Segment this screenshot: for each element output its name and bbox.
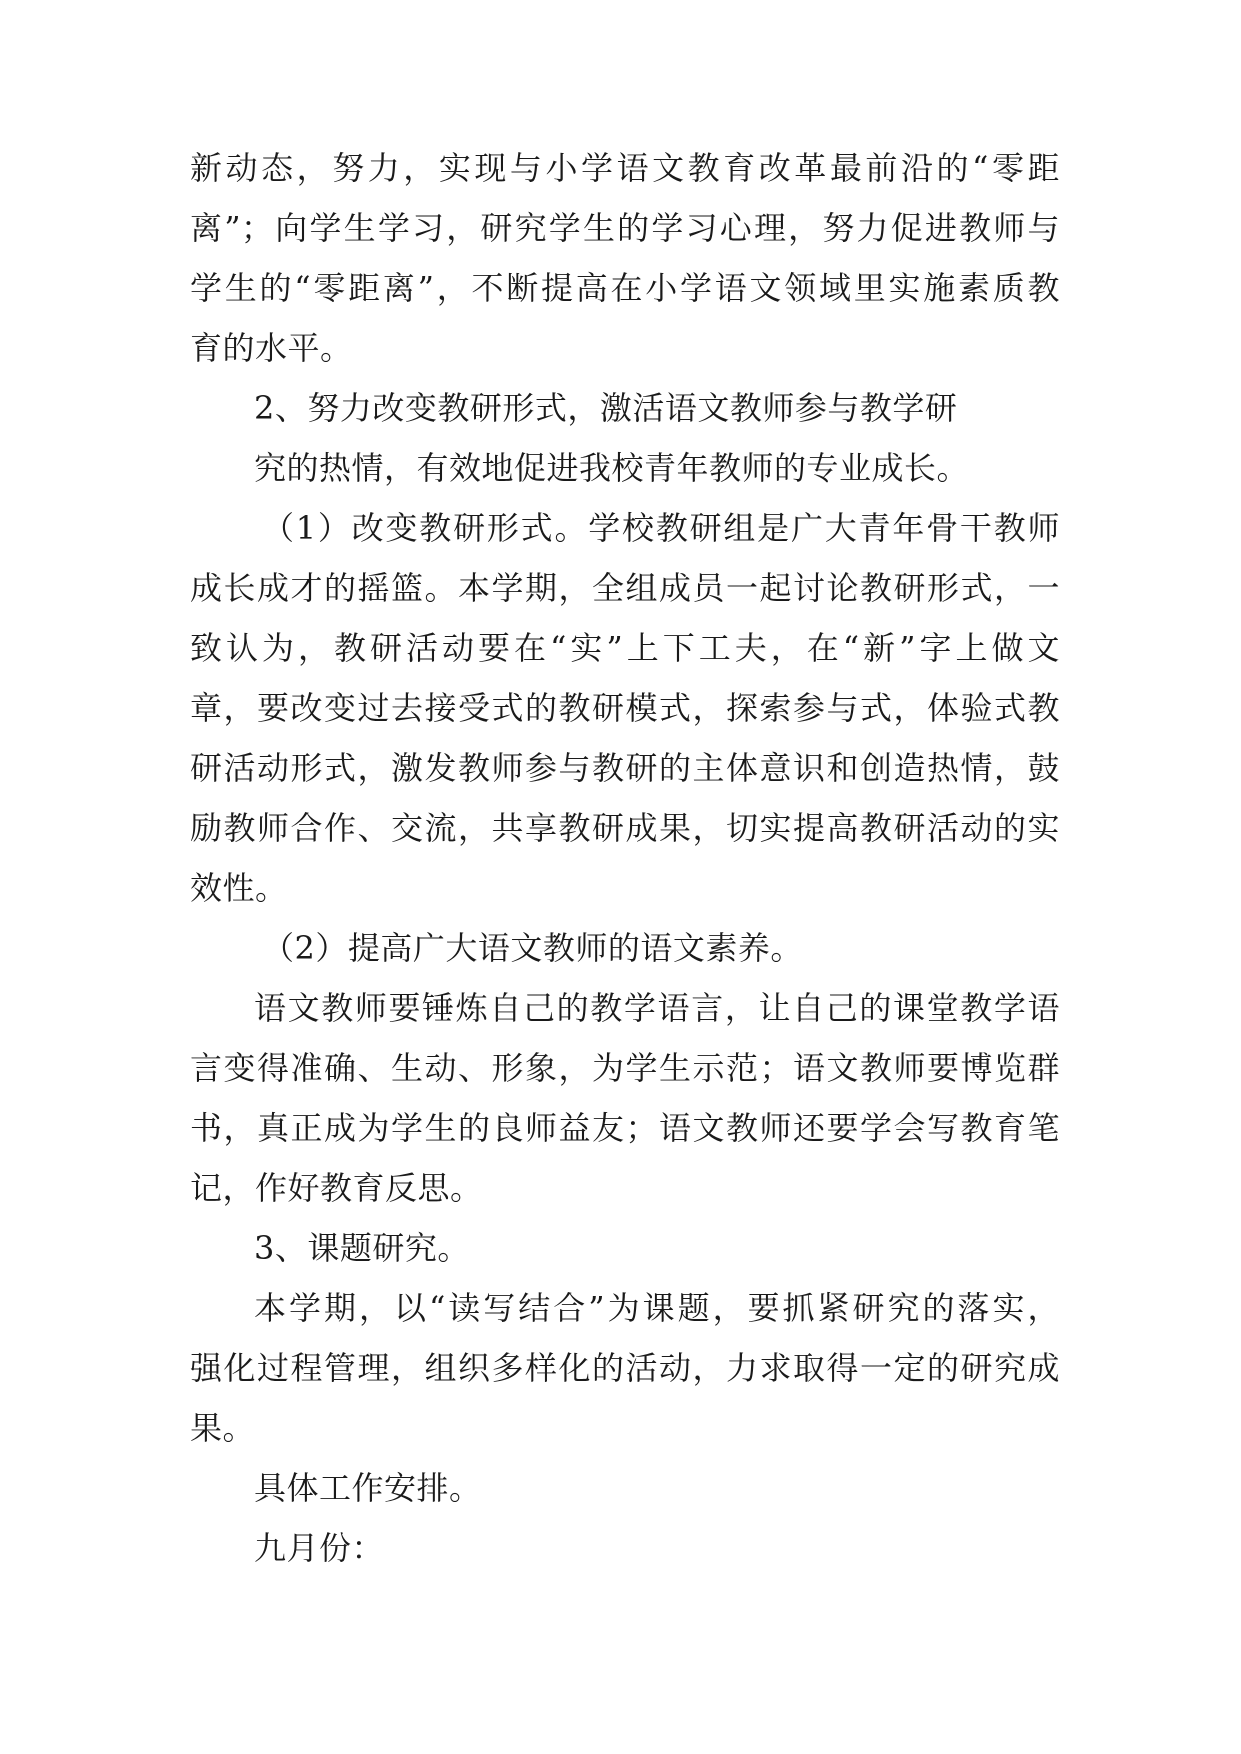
text-line: 研活动形式，激发教师参与教研的主体意识和创造热情，鼓	[190, 749, 1060, 787]
text-line: （2）提高广大语文教师的语文素养。	[262, 929, 803, 967]
text-line: 具体工作安排。	[254, 1469, 482, 1507]
text-line: 励教师合作、交流，共享教研成果，切实提高教研活动的实	[190, 809, 1060, 847]
text-line: 章，要改变过去接受式的教研模式，探索参与式，体验式教	[190, 689, 1060, 727]
text-line: 言变得准确、生动、形象，为学生示范；语文教师要博览群	[190, 1049, 1060, 1087]
text-line: 书，真正成为学生的良师益友；语文教师还要学会写教育笔	[190, 1109, 1060, 1147]
text-line: 究的热情，有效地促进我校青年教师的专业成长。	[254, 449, 970, 487]
text-line: 果。	[190, 1409, 256, 1447]
text-line: 2、努力改变教研形式，激活语文教师参与教学研	[254, 389, 958, 427]
text-line: 离”；向学生学习，研究学生的学习心理，努力促进教师与	[190, 209, 1060, 247]
text-line: 成长成才的摇篮。本学期，全组成员一起讨论教研形式，一	[190, 569, 1060, 607]
text-line: 本学期，以“读写结合”为课题，要抓紧研究的落实，	[254, 1289, 1060, 1327]
text-line: （1）改变教研形式。学校教研组是广大青年骨干教师	[262, 509, 1060, 547]
text-line: 致认为，教研活动要在“实”上下工夫，在“新”字上做文	[190, 629, 1060, 667]
text-line: 九月份：	[254, 1529, 385, 1567]
text-line: 语文教师要锤炼自己的教学语言，让自己的课堂教学语	[254, 989, 1060, 1027]
text-line: 效性。	[190, 869, 288, 907]
text-line: 育的水平。	[190, 329, 353, 367]
text-line: 记，作好教育反思。	[190, 1169, 483, 1207]
text-line: 学生的“零距离”，不断提高在小学语文领域里实施素质教	[190, 269, 1060, 307]
text-line: 强化过程管理，组织多样化的活动，力求取得一定的研究成	[190, 1349, 1060, 1387]
text-line: 3、课题研究。	[254, 1229, 470, 1267]
text-line: 新动态，努力，实现与小学语文教育改革最前沿的“零距	[190, 149, 1060, 187]
